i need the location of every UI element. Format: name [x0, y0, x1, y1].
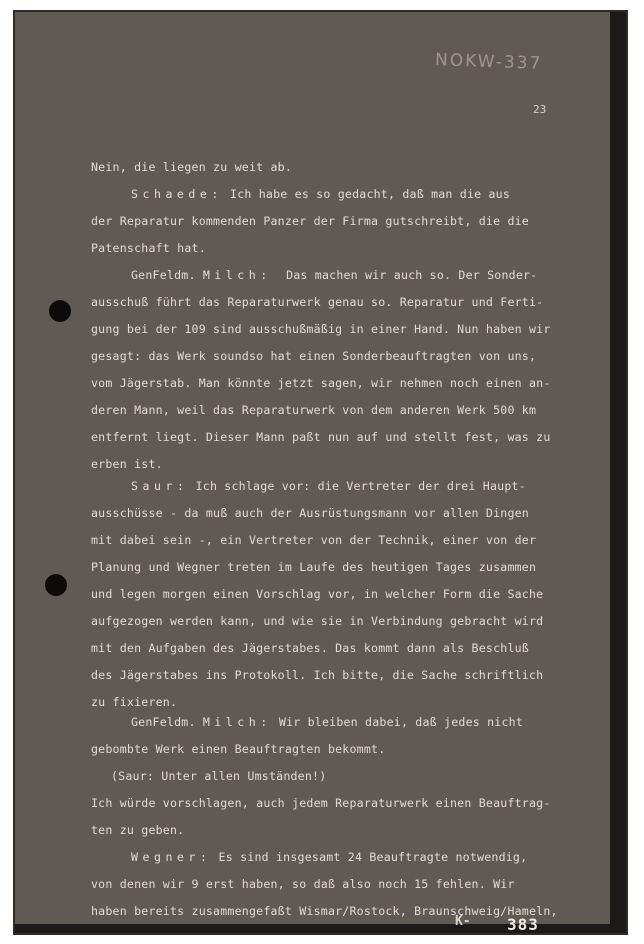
text-line	[131, 479, 526, 493]
footer-mark: K-	[455, 914, 471, 929]
text-line	[91, 587, 543, 601]
text-line	[131, 268, 537, 282]
line-text: Es sind insgesamt 24 Beauftragte notwendig,	[211, 850, 528, 864]
text-line	[91, 641, 529, 655]
line-text: haben bereits zusammengefaßt Wismar/Rostock, Braunschweig/Hameln,	[91, 904, 558, 918]
text-line	[111, 769, 326, 783]
page-number: 23	[533, 103, 547, 116]
text-line	[91, 614, 543, 628]
line-text: gesagt: das Werk soundso hat einen Sonderbeauftragten von uns,	[91, 349, 537, 363]
text-line	[131, 187, 510, 201]
line-text: Das machen wir auch so. Der Sonder-	[271, 268, 538, 282]
line-text: erben ist.	[91, 457, 163, 471]
text-line	[91, 214, 529, 228]
text-line	[91, 506, 529, 520]
text-line	[91, 295, 543, 309]
text-line	[91, 322, 551, 336]
text-line	[91, 695, 177, 709]
text-line	[91, 877, 515, 891]
line-text: von denen wir 9 erst haben, so daß also noch 15 fehlen. Wir	[91, 877, 515, 891]
speaker-name: Saur:	[131, 479, 189, 493]
footer-number: 383	[507, 915, 539, 934]
line-text: (Saur: Unter allen Umständen!)	[111, 769, 327, 783]
speaker-name: Milch:	[202, 715, 272, 729]
text-line	[91, 904, 558, 918]
text-line	[131, 715, 523, 729]
line-text: Patenschaft hat.	[91, 241, 206, 255]
text-line	[91, 560, 536, 574]
line-text: der Reparatur kommenden Panzer der Firma gutschreibt, die die	[91, 214, 529, 228]
line-text: Nein, die liegen zu weit ab.	[91, 160, 293, 174]
scan-frame-edge	[610, 12, 626, 933]
line-text: mit dabei sein -, ein Vertreter von der Technik, einer von der	[91, 533, 537, 547]
line-text: und legen morgen einen Vorschlag vor, in welcher Form die Sache	[91, 587, 544, 601]
line-text: gung bei der 109 sind ausschußmäßig in einer Hand. Nun haben wir	[91, 322, 551, 336]
line-text: entfernt liegt. Dieser Mann paßt nun auf und stellt fest, was zu	[91, 430, 551, 444]
document-stamp: NOKW-337	[434, 50, 543, 74]
text-line	[91, 796, 551, 810]
line-text: gebombte Werk einen Beauftragten bekommt.	[91, 742, 386, 756]
text-line	[91, 349, 536, 363]
text-line	[91, 457, 163, 471]
line-text: Ich habe es so gedacht, daß man die aus	[222, 187, 511, 201]
line-text: Ich schlage vor: die Vertreter der drei Haupt-	[188, 479, 526, 493]
line-text: Wir bleiben dabei, daß jedes nicht	[271, 715, 524, 729]
text-line	[91, 742, 385, 756]
line-text: mit den Aufgaben des Jägerstabes. Das kommt dann als Beschluß	[91, 641, 529, 655]
line-text: aufgezogen werden kann, und wie sie in Verbindung gebracht wird	[91, 614, 544, 628]
speaker-name: Milch:	[202, 268, 272, 282]
text-line	[91, 403, 536, 417]
punch-hole	[45, 574, 67, 596]
line-text: zu fixieren.	[91, 695, 178, 709]
line-text: ten zu geben.	[91, 823, 185, 837]
text-line	[131, 850, 527, 864]
line-text: deren Mann, weil das Reparaturwerk von dem anderen Werk 500 km	[91, 403, 537, 417]
text-line	[91, 430, 551, 444]
document-page	[13, 10, 628, 935]
speaker-title: GenFeldm.	[131, 268, 203, 282]
speaker-title: GenFeldm.	[131, 715, 203, 729]
text-line	[91, 376, 551, 390]
text-line	[91, 241, 206, 255]
line-text: ausschüsse - da muß auch der Ausrüstungsmann vor allen Dingen	[91, 506, 529, 520]
line-text: Planung und Wegner treten im Laufe des heutigen Tages zusammen	[91, 560, 537, 574]
line-text: des Jägerstabes ins Protokoll. Ich bitte, die Sache schriftlich	[91, 668, 544, 682]
line-text: ausschuß führt das Reparaturwerk genau so. Reparatur und Ferti-	[91, 295, 544, 309]
line-text: Ich würde vorschlagen, auch jedem Reparaturwerk einen Beauftrag-	[91, 796, 551, 810]
line-text: vom Jägerstab. Man könnte jetzt sagen, wir nehmen noch einen an-	[91, 376, 551, 390]
text-line	[91, 160, 292, 174]
speaker-name: Schaede:	[131, 187, 223, 201]
text-line	[91, 668, 543, 682]
text-line	[91, 823, 184, 837]
speaker-name: Wegner:	[131, 850, 212, 864]
text-line	[91, 533, 536, 547]
punch-hole	[49, 300, 71, 322]
